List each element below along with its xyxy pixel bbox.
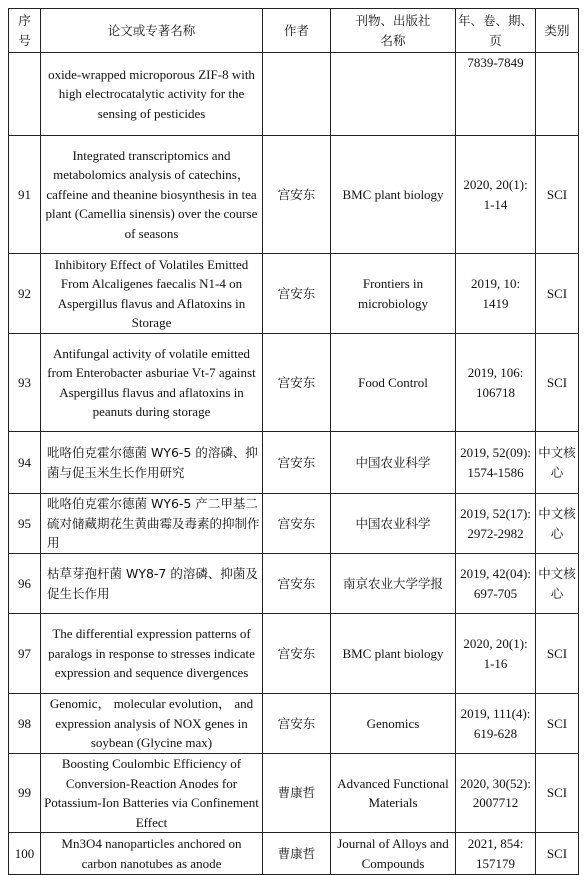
publications-table bbox=[8, 8, 579, 875]
row-type: SCI bbox=[536, 614, 579, 694]
table-row bbox=[9, 136, 579, 254]
row-year: 2019, 10: 1419 bbox=[456, 254, 536, 334]
row-year: 2020, 30(52): 2007712 bbox=[456, 754, 536, 833]
row-type: SCI bbox=[536, 254, 579, 334]
row-author: 宫安东 bbox=[263, 554, 331, 614]
row-no: 91 bbox=[9, 136, 41, 254]
header-type: 类别 bbox=[536, 9, 579, 53]
row-no: 100 bbox=[9, 833, 41, 875]
row-no: 95 bbox=[9, 494, 41, 554]
row-title: Antifungal activity of volatile emitted from Enterobacter asburiae Vt-7 against Aspergillus flavus and aflatoxins in peanuts during storage bbox=[41, 334, 263, 432]
table-row bbox=[9, 334, 579, 432]
row-type: SCI bbox=[536, 754, 579, 833]
table-row bbox=[9, 754, 579, 833]
row-year: 2019, 42(04): 697-705 bbox=[456, 554, 536, 614]
row-title: Mn3O4 nanoparticles anchored on carbon nanotubes as anode bbox=[41, 833, 263, 875]
row-year: 2020, 20(1): 1-16 bbox=[456, 614, 536, 694]
row-type bbox=[536, 53, 579, 136]
row-journal bbox=[331, 53, 456, 136]
row-year: 7839-7849 bbox=[456, 53, 536, 136]
row-no: 98 bbox=[9, 694, 41, 754]
table-row bbox=[9, 53, 579, 136]
row-type: SCI bbox=[536, 694, 579, 754]
row-type: SCI bbox=[536, 833, 579, 875]
row-title: 吡咯伯克霍尔德菌 WY6-5 产二甲基二硫对储藏期花生黄曲霉及毒素的抑制作用 bbox=[41, 494, 263, 554]
row-title: Inhibitory Effect of Volatiles Emitted From Alcaligenes faecalis N1-4 on Aspergillus flavus and Aflatoxins in Storage bbox=[41, 254, 263, 334]
row-author: 曹康哲 bbox=[263, 833, 331, 875]
header-year: 年、卷、期、 页 bbox=[456, 9, 536, 53]
row-journal: BMC plant biology bbox=[331, 136, 456, 254]
row-author: 宫安东 bbox=[263, 494, 331, 554]
row-journal: Food Control bbox=[331, 334, 456, 432]
row-title: 枯草芽孢杆菌 WY8-7 的溶磷、抑菌及促生长作用 bbox=[41, 554, 263, 614]
row-title: Boosting Coulombic Efficiency of Conversion‐Reaction Anodes for Potassium‐Ion Batteries via Confinement Effect bbox=[41, 754, 263, 833]
table-row bbox=[9, 254, 579, 334]
row-author: 宫安东 bbox=[263, 614, 331, 694]
row-author: 曹康哲 bbox=[263, 754, 331, 833]
row-journal: 中国农业科学 bbox=[331, 432, 456, 494]
table-row bbox=[9, 494, 579, 554]
row-no bbox=[9, 53, 41, 136]
row-journal: 中国农业科学 bbox=[331, 494, 456, 554]
row-year: 2019, 111(4): 619-628 bbox=[456, 694, 536, 754]
row-year: 2019, 106: 106718 bbox=[456, 334, 536, 432]
row-journal: Genomics bbox=[331, 694, 456, 754]
row-no: 93 bbox=[9, 334, 41, 432]
table-row bbox=[9, 694, 579, 754]
row-no: 97 bbox=[9, 614, 41, 694]
row-author: 宫安东 bbox=[263, 136, 331, 254]
table-row bbox=[9, 614, 579, 694]
row-year: 2021, 854: 157179 bbox=[456, 833, 536, 875]
table-row bbox=[9, 833, 579, 875]
row-journal: BMC plant biology bbox=[331, 614, 456, 694]
header-journal: 刊物、出版社 名称 bbox=[331, 9, 456, 53]
row-title: Genomic， molecular evolution， and expression analysis of NOX genes in soybean (Glycine max) bbox=[41, 694, 263, 754]
row-type: SCI bbox=[536, 136, 579, 254]
row-no: 99 bbox=[9, 754, 41, 833]
row-journal: Frontiers in microbiology bbox=[331, 254, 456, 334]
row-no: 96 bbox=[9, 554, 41, 614]
header-no: 序 号 bbox=[9, 9, 41, 53]
row-title: Integrated transcriptomics and metabolomics analysis of catechins， caffeine and theanine biosynthesis in tea plant (Camellia sinensis) over the course of seasons bbox=[41, 136, 263, 254]
row-title: oxide-wrapped microporous ZIF-8 with high electrocatalytic activity for the sensing of pesticides bbox=[41, 53, 263, 136]
table-row bbox=[9, 554, 579, 614]
row-journal: 南京农业大学学报 bbox=[331, 554, 456, 614]
header-row bbox=[9, 9, 579, 53]
row-journal: Advanced Functional Materials bbox=[331, 754, 456, 833]
header-author: 作者 bbox=[263, 9, 331, 53]
row-type: 中文核心 bbox=[536, 432, 579, 494]
row-title: 吡咯伯克霍尔德菌 WY6-5 的溶磷、抑菌与促玉米生长作用研究 bbox=[41, 432, 263, 494]
row-title: The differential expression patterns of paralogs in response to stresses indicate expression and sequence divergences bbox=[41, 614, 263, 694]
row-type: 中文核心 bbox=[536, 494, 579, 554]
row-author: 宫安东 bbox=[263, 432, 331, 494]
row-year: 2020, 20(1): 1-14 bbox=[456, 136, 536, 254]
row-journal: Journal of Alloys and Compounds bbox=[331, 833, 456, 875]
row-author: 宫安东 bbox=[263, 694, 331, 754]
row-author: 宫安东 bbox=[263, 334, 331, 432]
row-type: 中文核心 bbox=[536, 554, 579, 614]
table-row bbox=[9, 432, 579, 494]
row-year: 2019, 52(09): 1574-1586 bbox=[456, 432, 536, 494]
row-author: 宫安东 bbox=[263, 254, 331, 334]
row-no: 94 bbox=[9, 432, 41, 494]
row-year: 2019, 52(17): 2972-2982 bbox=[456, 494, 536, 554]
row-type: SCI bbox=[536, 334, 579, 432]
row-no: 92 bbox=[9, 254, 41, 334]
header-title: 论文或专著名称 bbox=[41, 9, 263, 53]
row-author bbox=[263, 53, 331, 136]
